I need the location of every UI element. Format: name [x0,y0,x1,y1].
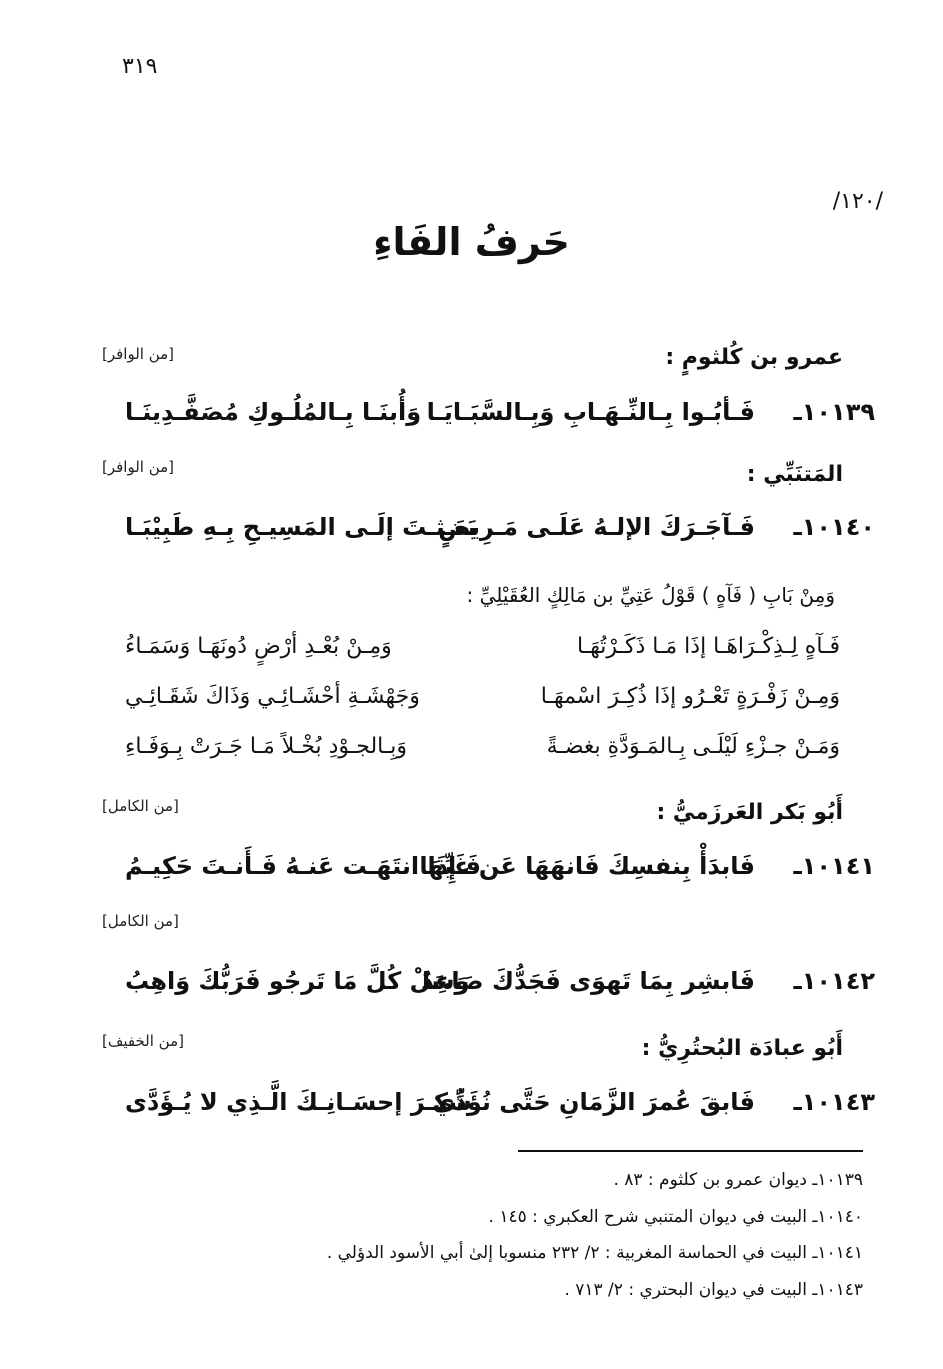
poet-name: أَبُو عبادَة البُحتُرِيُّ : [641,1036,843,1061]
first-hemistich: فَـآهٍ لِـذِكْـرَاهَـا إذَا مَـا ذَكَـرْتُهَـا [576,634,840,659]
footnote: ١٠١٤٠ـ البيت في ديوان المتنبي شرح العكبري : ١٤٥ . [488,1207,863,1227]
verse-line [100,398,875,438]
chapter-title: حَرفُ الفَاءِ [373,220,570,264]
first-hemistich: فَابدَأْ بِنفسِكَ فَانهَهَا عَن غَيِّهَا [419,852,755,880]
second-hemistich: وَبِـالجـوْدِ بُخْـلاً مَـا جَـرَتْ بِـوَفَـاءِ [125,734,408,759]
first-hemistich: فَـأبُـوا بِـالنِّـهَـابِ وَبِـالسَّبَـايَـا [426,398,755,426]
second-hemistich: وَأُبنَـا بِـالمُلُـوكِ مُصَفَّـدِينَـا [125,398,422,426]
first-hemistich: وَمِـنْ زَفْـرَةٍ تَعْـرُو إذَا ذُكِـرَ اسْمهَـا [540,684,840,709]
meter-label: [من الكامل] [102,797,179,815]
verse-number: ١٠١٤١ـ [793,852,875,880]
verse-number: ١٠١٤٢ـ [793,967,875,995]
first-hemistich: وَمَـنْ جـزْءِ لَيْلَـى بِـالمَـوَدَّةِ بغضـةً [546,734,840,759]
first-hemistich: فَـآجَـرَكَ الإلـهُ عَلَـى مَـرِيضٍ [438,513,755,541]
first-hemistich: فَابقَ عُمرَ الزَّمَانِ حَتَّى نُؤَدِّي [432,1088,755,1116]
verse-line [100,513,875,553]
meter-label: [من الوافر] [102,345,175,363]
footnote: ١٠١٣٩ـ ديوان عمرو بن كلثوم : ٨٣ . [613,1170,863,1190]
page-number: ٣١٩ [122,54,158,79]
second-hemistich: فَـإِذَا انتَهَـت عَنـهُ فَـأَنـتَ حَكِيـمُ [125,852,481,880]
verse-number: ١٠١٤٠ـ [793,513,875,541]
quoted-verse-line [100,684,840,720]
quoted-verse-line [100,634,840,670]
intro-text: وَمِنْ بَابِ ( فَآهٍ ) قَوْلُ عَتِيِّ بن مَالِكٍ العُقَيْلِيِّ : [466,583,835,607]
first-hemistich: فَابشِر بِمَا تَهوَى فَجَدُّكَ صَاعِدٌ [421,967,755,995]
second-hemistich: شُكـرَ إحسَـانِـكَ الَّـذِي لا يُـؤَدَّى [125,1088,472,1116]
poet-name: عمرو بن كُلثومٍ : [665,345,843,370]
meter-label: [من الخفيف] [102,1032,184,1050]
verse-number: ١٠١٣٩ـ [793,398,875,426]
second-hemistich: وَسَلْ كُلَّ مَا تَرجُو فَرَبُّكَ وَاهِبُ [125,967,470,995]
meter-label: [من الكامل] [102,912,179,930]
second-hemistich: وَجَهْشَـةِ أحْشَـائِـي وَذَاكَ شَقَـائِـي [125,684,420,709]
footnote-divider [518,1150,863,1152]
poet-name: المَتنَبِّي : [746,462,843,487]
verse-line [100,967,875,1007]
verse-number: ١٠١٤٣ـ [793,1088,875,1116]
second-hemistich: بَعَـثـتَ إلَـى المَسِيـحِ بِـهِ طَبِيْبَـا [125,513,477,541]
part-marker: /١٢٠/ [832,189,883,214]
verse-line [100,852,875,892]
footnote: ١٠١٤٣ـ البيت في ديوان البحتري : ٢/ ٧١٣ . [564,1280,863,1300]
verse-line [100,1088,875,1128]
meter-label: [من الوافر] [102,458,175,476]
quoted-verse-line [100,734,840,770]
second-hemistich: وَمِـنْ بُعْـدِ أرْضٍ دُونَهَـا وَسَمَـاءُ [125,634,392,659]
poet-name: أَبُو بَكر العَرزَميُّ : [656,800,843,825]
footnote: ١٠١٤١ـ البيت في الحماسة المغربية : ٢/ ٢٣٢ منسوبا إلىٰ أبي الأسود الدؤلي . [326,1243,863,1263]
